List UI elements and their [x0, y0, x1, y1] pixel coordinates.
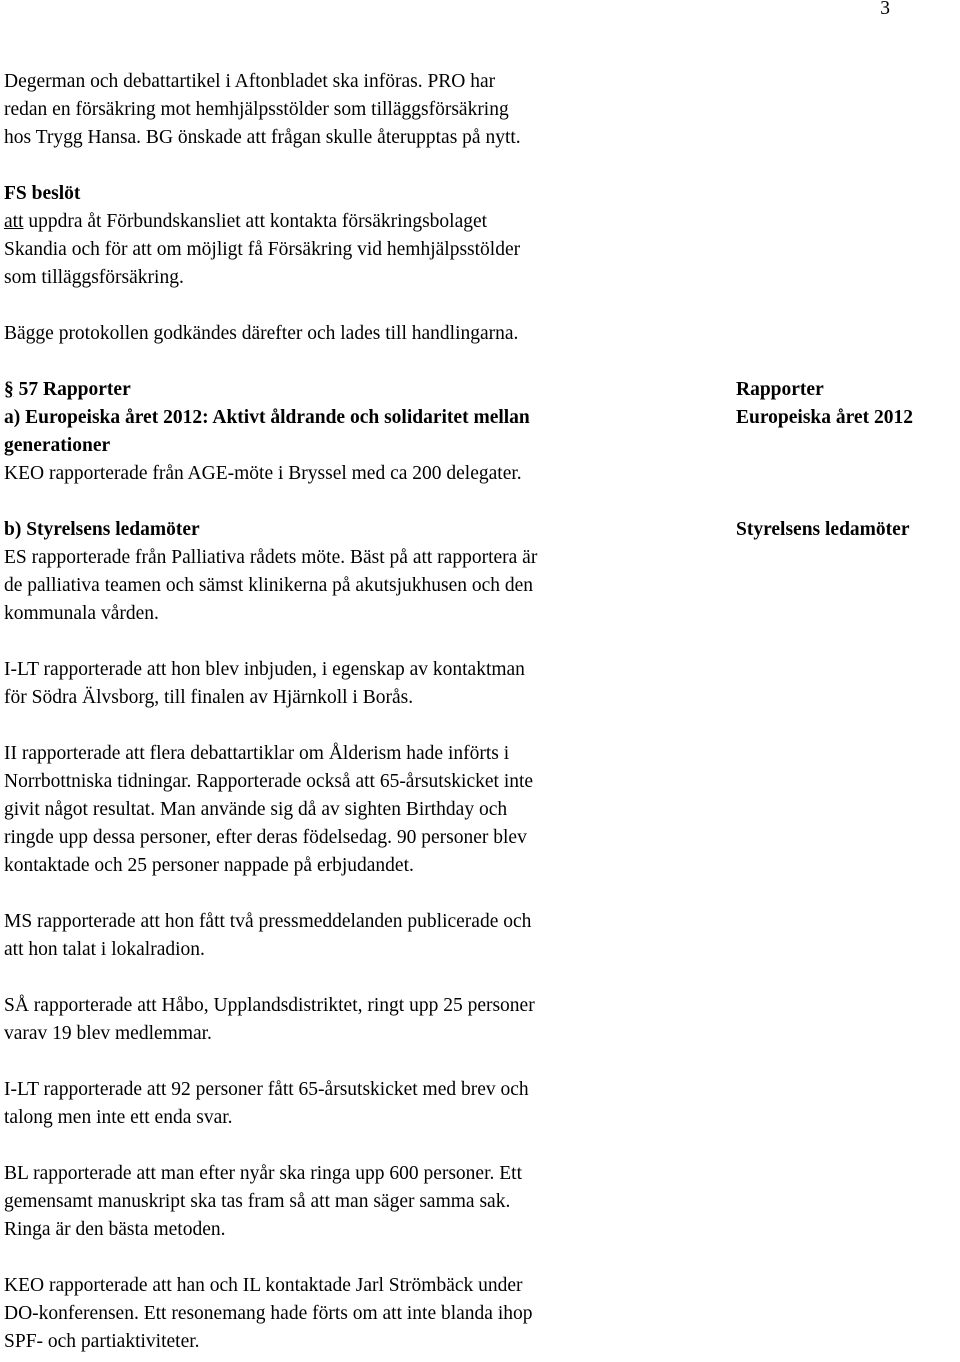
intro-line: redan en försäkring mot hemhjälpsstölder som tilläggsförsäkring — [4, 99, 509, 120]
page-number: 3 — [880, 0, 890, 19]
report-line: gemensamt manuskript ska tas fram så att man säger samma sak. — [4, 1191, 511, 1212]
report-line: talong men inte ett enda svar. — [4, 1107, 233, 1128]
subsection-b-line: kommunala vården. — [4, 603, 159, 624]
report-line: kontaktade och 25 personer nappade på erbjudandet. — [4, 855, 414, 876]
report-line: Ringa är den bästa metoden. — [4, 1219, 226, 1240]
report-paragraph — [4, 1160, 704, 1244]
decision-heading: FS beslöt — [4, 183, 81, 204]
report-paragraph — [4, 992, 704, 1048]
report-line: MS rapporterade att hon fått två pressmeddelanden publicerade och — [4, 911, 532, 932]
subsection-a-text: KEO rapporterade från AGE-möte i Bryssel med ca 200 delegater. — [4, 463, 522, 484]
report-line: II rapporterade att flera debattartiklar om Ålderism hade införts i — [4, 743, 510, 764]
report-line: Norrbottniska tidningar. Rapporterade också att 65-årsutskicket inte — [4, 771, 534, 792]
section-title: 57 Rapporter — [13, 379, 131, 400]
report-line: SÅ rapporterade att Håbo, Upplandsdistriktet, ringt upp 25 personer — [4, 995, 535, 1016]
margin-note-europeiska: Europeiska året 2012 — [736, 407, 913, 428]
section-symbol: § — [4, 379, 14, 400]
report-paragraph — [4, 656, 704, 712]
report-line: SPF- och partiaktiviteter. — [4, 1331, 200, 1352]
att-underlined: att — [4, 211, 24, 232]
margin-note-styrelsens: Styrelsens ledamöter — [736, 519, 910, 540]
subsection-b-heading: b) Styrelsens ledamöter — [4, 519, 200, 540]
decision-line: Skandia och för att om möjligt få Försäkring vid hemhjälpsstölder — [4, 239, 521, 260]
decision-line: som tilläggsförsäkring. — [4, 267, 184, 288]
subsection-a-heading-cont: generationer — [4, 435, 111, 456]
report-line: DO-konferensen. Ett resonemang hade förts om att inte blanda ihop — [4, 1303, 533, 1324]
report-paragraph — [4, 1272, 704, 1356]
intro-line: hos Trygg Hansa. BG önskade att frågan skulle återupptas på nytt. — [4, 127, 521, 148]
report-line: för Södra Älvsborg, till finalen av Hjärnkoll i Borås. — [4, 687, 414, 708]
report-line: givit något resultat. Man använde sig då av sighten Birthday och — [4, 799, 508, 820]
report-line: varav 19 blev medlemmar. — [4, 1023, 212, 1044]
report-line: ringde upp dessa personer, efter deras födelsedag. 90 personer blev — [4, 827, 527, 848]
report-line: KEO rapporterade att han och IL kontaktade Jarl Strömbäck under — [4, 1275, 523, 1296]
intro-line: Degerman och debattartikel i Aftonbladet ska införas. PRO har — [4, 71, 496, 92]
report-line: BL rapporterade att man efter nyår ska ringa upp 600 personer. Ett — [4, 1163, 523, 1184]
margin-note-rapporter: Rapporter — [736, 379, 824, 400]
report-line: I-LT rapporterade att 92 personer fått 65-årsutskicket med brev och — [4, 1079, 529, 1100]
report-line: I-LT rapporterade att hon blev inbjuden, i egenskap av kontaktman — [4, 659, 525, 680]
section-heading — [4, 376, 704, 404]
document-body — [4, 68, 704, 1356]
decision-line — [4, 208, 704, 236]
subsection-b-line: ES rapporterade från Palliativa rådets möte. Bäst på att rapportera är — [4, 547, 538, 568]
decision-line-rest: uppdra åt Förbundskansliet att kontakta försäkringsbolaget — [23, 211, 488, 232]
subsection-b-line: de palliativa teamen och sämst klinikerna på akutsjukhusen och den — [4, 575, 534, 596]
subsection-a-heading: a) Europeiska året 2012: Aktivt åldrande och solidaritet mellan — [4, 407, 530, 428]
report-paragraph — [4, 740, 704, 880]
protocols-paragraph: Bägge protokollen godkändes därefter och lades till handlingarna. — [4, 323, 519, 344]
report-paragraph — [4, 1076, 704, 1132]
report-paragraph — [4, 908, 704, 964]
report-line: att hon talat i lokalradion. — [4, 939, 205, 960]
